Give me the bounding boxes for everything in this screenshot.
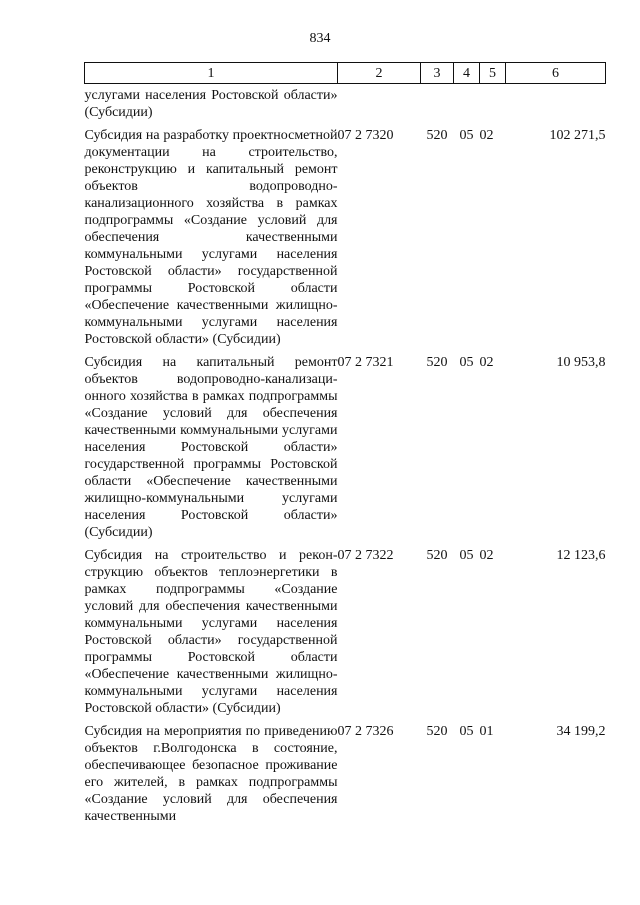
row-amount: 34 199,2	[556, 724, 606, 739]
column-header-4: 4	[454, 63, 480, 84]
budget-table	[84, 62, 606, 831]
row-description: услугами населения Ростовской области» (Субсидии)	[84, 88, 338, 120]
table-header-row	[85, 63, 606, 84]
column-header-2: 2	[338, 63, 421, 84]
column-header-1: 1	[85, 63, 338, 84]
row-target-code: 07 2 7320	[337, 128, 394, 143]
table-row	[85, 127, 606, 354]
row-section: 05	[459, 128, 474, 143]
column-header-3: 3	[421, 63, 454, 84]
row-amount: 10 953,8	[556, 355, 606, 370]
table-row	[85, 547, 606, 723]
row-amount: 102 271,5	[549, 128, 606, 143]
row-expense-type: 520	[426, 724, 448, 739]
row-description: Субсидия на разработку проектносметной документации на строительство, реконструкцию и капитальный ремонт объектов водопроводно-канализационного хозяйства в рамках подпрограммы «Создание условий для обеспечения качественными коммунальными услугами населения Ростовской области» государственной программы Ростовской области «Обеспечение качественными жилищно-коммунальными услугами населения Ростовской области» (Субсидии)	[84, 128, 338, 347]
row-target-code: 07 2 7321	[337, 355, 394, 370]
row-subsection: 02	[479, 548, 494, 563]
row-target-code: 07 2 7322	[337, 548, 394, 563]
row-section: 05	[459, 355, 474, 370]
row-expense-type: 520	[426, 355, 448, 370]
row-section: 05	[459, 724, 474, 739]
row-description: Субсидия на мероприятия по приведению объектов г.Волгодонска в состояние, обеспечивающее безопасное проживание его жителей, в рамках подпрограммы «Создание условий для обеспечения качественными	[84, 724, 338, 824]
row-expense-type: 520	[426, 548, 448, 563]
row-subsection: 02	[479, 128, 494, 143]
row-section: 05	[459, 548, 474, 563]
table-row	[85, 723, 606, 831]
row-subsection: 01	[479, 724, 494, 739]
row-description: Субсидия на строительство и реконструкцию объектов теплоэнергетики в рамках подпрограммы «Создание условий для обеспечения качественными коммунальными услугами населения Ростовской области» государственной программы Ростовской области «Обеспечение качественными жилищно-коммунальными услугами населения Ростовской области» (Субсидии)	[84, 548, 338, 716]
row-amount: 12 123,6	[556, 548, 606, 563]
page-number: 834	[309, 31, 331, 46]
column-header-6: 6	[506, 63, 606, 84]
row-expense-type: 520	[426, 128, 448, 143]
row-subsection: 02	[479, 355, 494, 370]
row-description: Субсидия на капитальный ремонт объектов водопроводно-канализационного хозяйства в рамках подпрограммы «Создание условий для обеспечения качественными коммунальными услугами населения Ростовской области» государственной программы Ростовской области «Обеспечение качественными жилищно-коммунальными услугами населения Ростовской области» (Субсидии)	[84, 355, 338, 540]
row-target-code: 07 2 7326	[337, 724, 394, 739]
table-row-continuation	[85, 84, 606, 128]
column-header-5: 5	[480, 63, 506, 84]
table-row	[85, 354, 606, 547]
